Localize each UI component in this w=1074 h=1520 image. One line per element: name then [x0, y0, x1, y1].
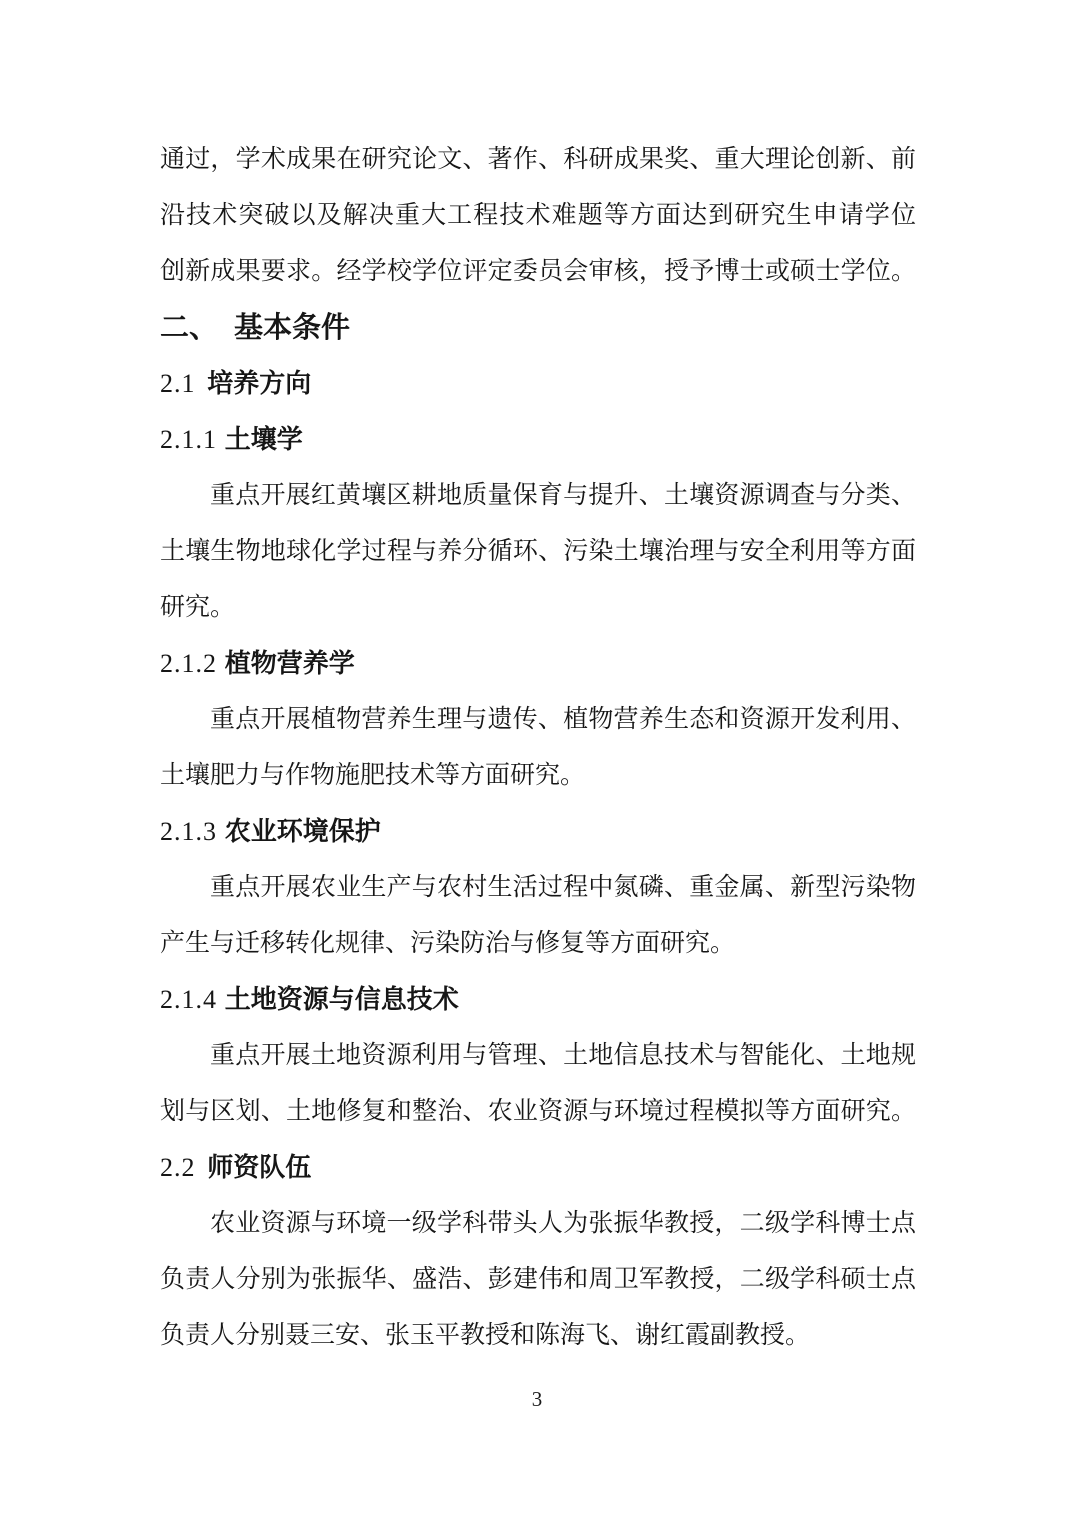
paragraph-line: 研究。 — [160, 594, 236, 621]
subsubsection-heading-title: 植物营养学 — [224, 649, 355, 678]
paragraph-line: 产生与迁移转化规律、污染防治与修复等方面研究。 — [160, 930, 736, 957]
paragraph-line: 通过，学术成果在研究论文、著作、科研成果奖、重大理论创新、前 — [160, 146, 916, 173]
subsection-heading-number: 2.1 — [160, 369, 196, 398]
subsubsection-heading-title: 土壤学 — [224, 425, 303, 454]
section-heading-number: 二、 — [160, 312, 219, 344]
paragraph-line: 重点开展红黄壤区耕地质量保育与提升、土壤资源调查与分类、 — [210, 482, 916, 509]
subsection-heading-number: 2.2 — [160, 1153, 196, 1182]
subsubsection-heading-number: 2.1.3 — [160, 817, 217, 846]
subsection-heading-title: 师资队伍 — [207, 1153, 312, 1182]
subsubsection-heading-title: 农业环境保护 — [224, 817, 381, 846]
subsubsection-heading-number: 2.1.4 — [160, 985, 217, 1014]
section-heading-title: 基本条件 — [233, 312, 350, 344]
page-number: 3 — [531, 1387, 543, 1411]
subsubsection-heading-soil-science — [160, 412, 916, 468]
subsection-heading-faculty-team — [160, 1140, 916, 1196]
paragraph-line: 创新成果要求。经学校学位评定委员会审核，授予博士或硕士学位。 — [160, 258, 916, 285]
paragraph-line: 重点开展土地资源利用与管理、土地信息技术与智能化、土地规 — [210, 1042, 916, 1069]
subsubsection-heading-land-resources-it — [160, 972, 916, 1028]
paragraph-line: 划与区划、土地修复和整治、农业资源与环境过程模拟等方面研究。 — [160, 1098, 916, 1125]
paragraph-line: 土壤生物地球化学过程与养分循环、污染土壤治理与安全利用等方面 — [160, 538, 916, 565]
subsubsection-heading-agri-environment-protection — [160, 804, 916, 860]
paragraph-line: 土壤肥力与作物施肥技术等方面研究。 — [160, 762, 586, 789]
paragraph-line: 负责人分别为张振华、盛浩、彭建伟和周卫军教授，二级学科硕士点 — [160, 1266, 916, 1293]
subsection-heading-training-directions — [160, 356, 916, 412]
section-heading-basic-conditions — [160, 300, 916, 356]
paragraph-line: 沿技术突破以及解决重大工程技术难题等方面达到研究生申请学位 — [160, 202, 916, 229]
paragraph-line: 农业资源与环境一级学科带头人为张振华教授，二级学科博士点 — [210, 1210, 916, 1237]
subsection-heading-title: 培养方向 — [207, 369, 312, 398]
subsubsection-heading-title: 土地资源与信息技术 — [224, 985, 459, 1014]
paragraph-line: 重点开展植物营养生理与遗传、植物营养生态和资源开发利用、 — [210, 706, 916, 733]
paragraph-line: 负责人分别聂三安、张玉平教授和陈海飞、谢红霞副教授。 — [160, 1322, 811, 1349]
subsubsection-heading-number: 2.1.2 — [160, 649, 217, 678]
subsubsection-heading-number: 2.1.1 — [160, 425, 217, 454]
paragraph-line: 重点开展农业生产与农村生活过程中氮磷、重金属、新型污染物 — [210, 874, 916, 901]
subsubsection-heading-plant-nutrition — [160, 636, 916, 692]
